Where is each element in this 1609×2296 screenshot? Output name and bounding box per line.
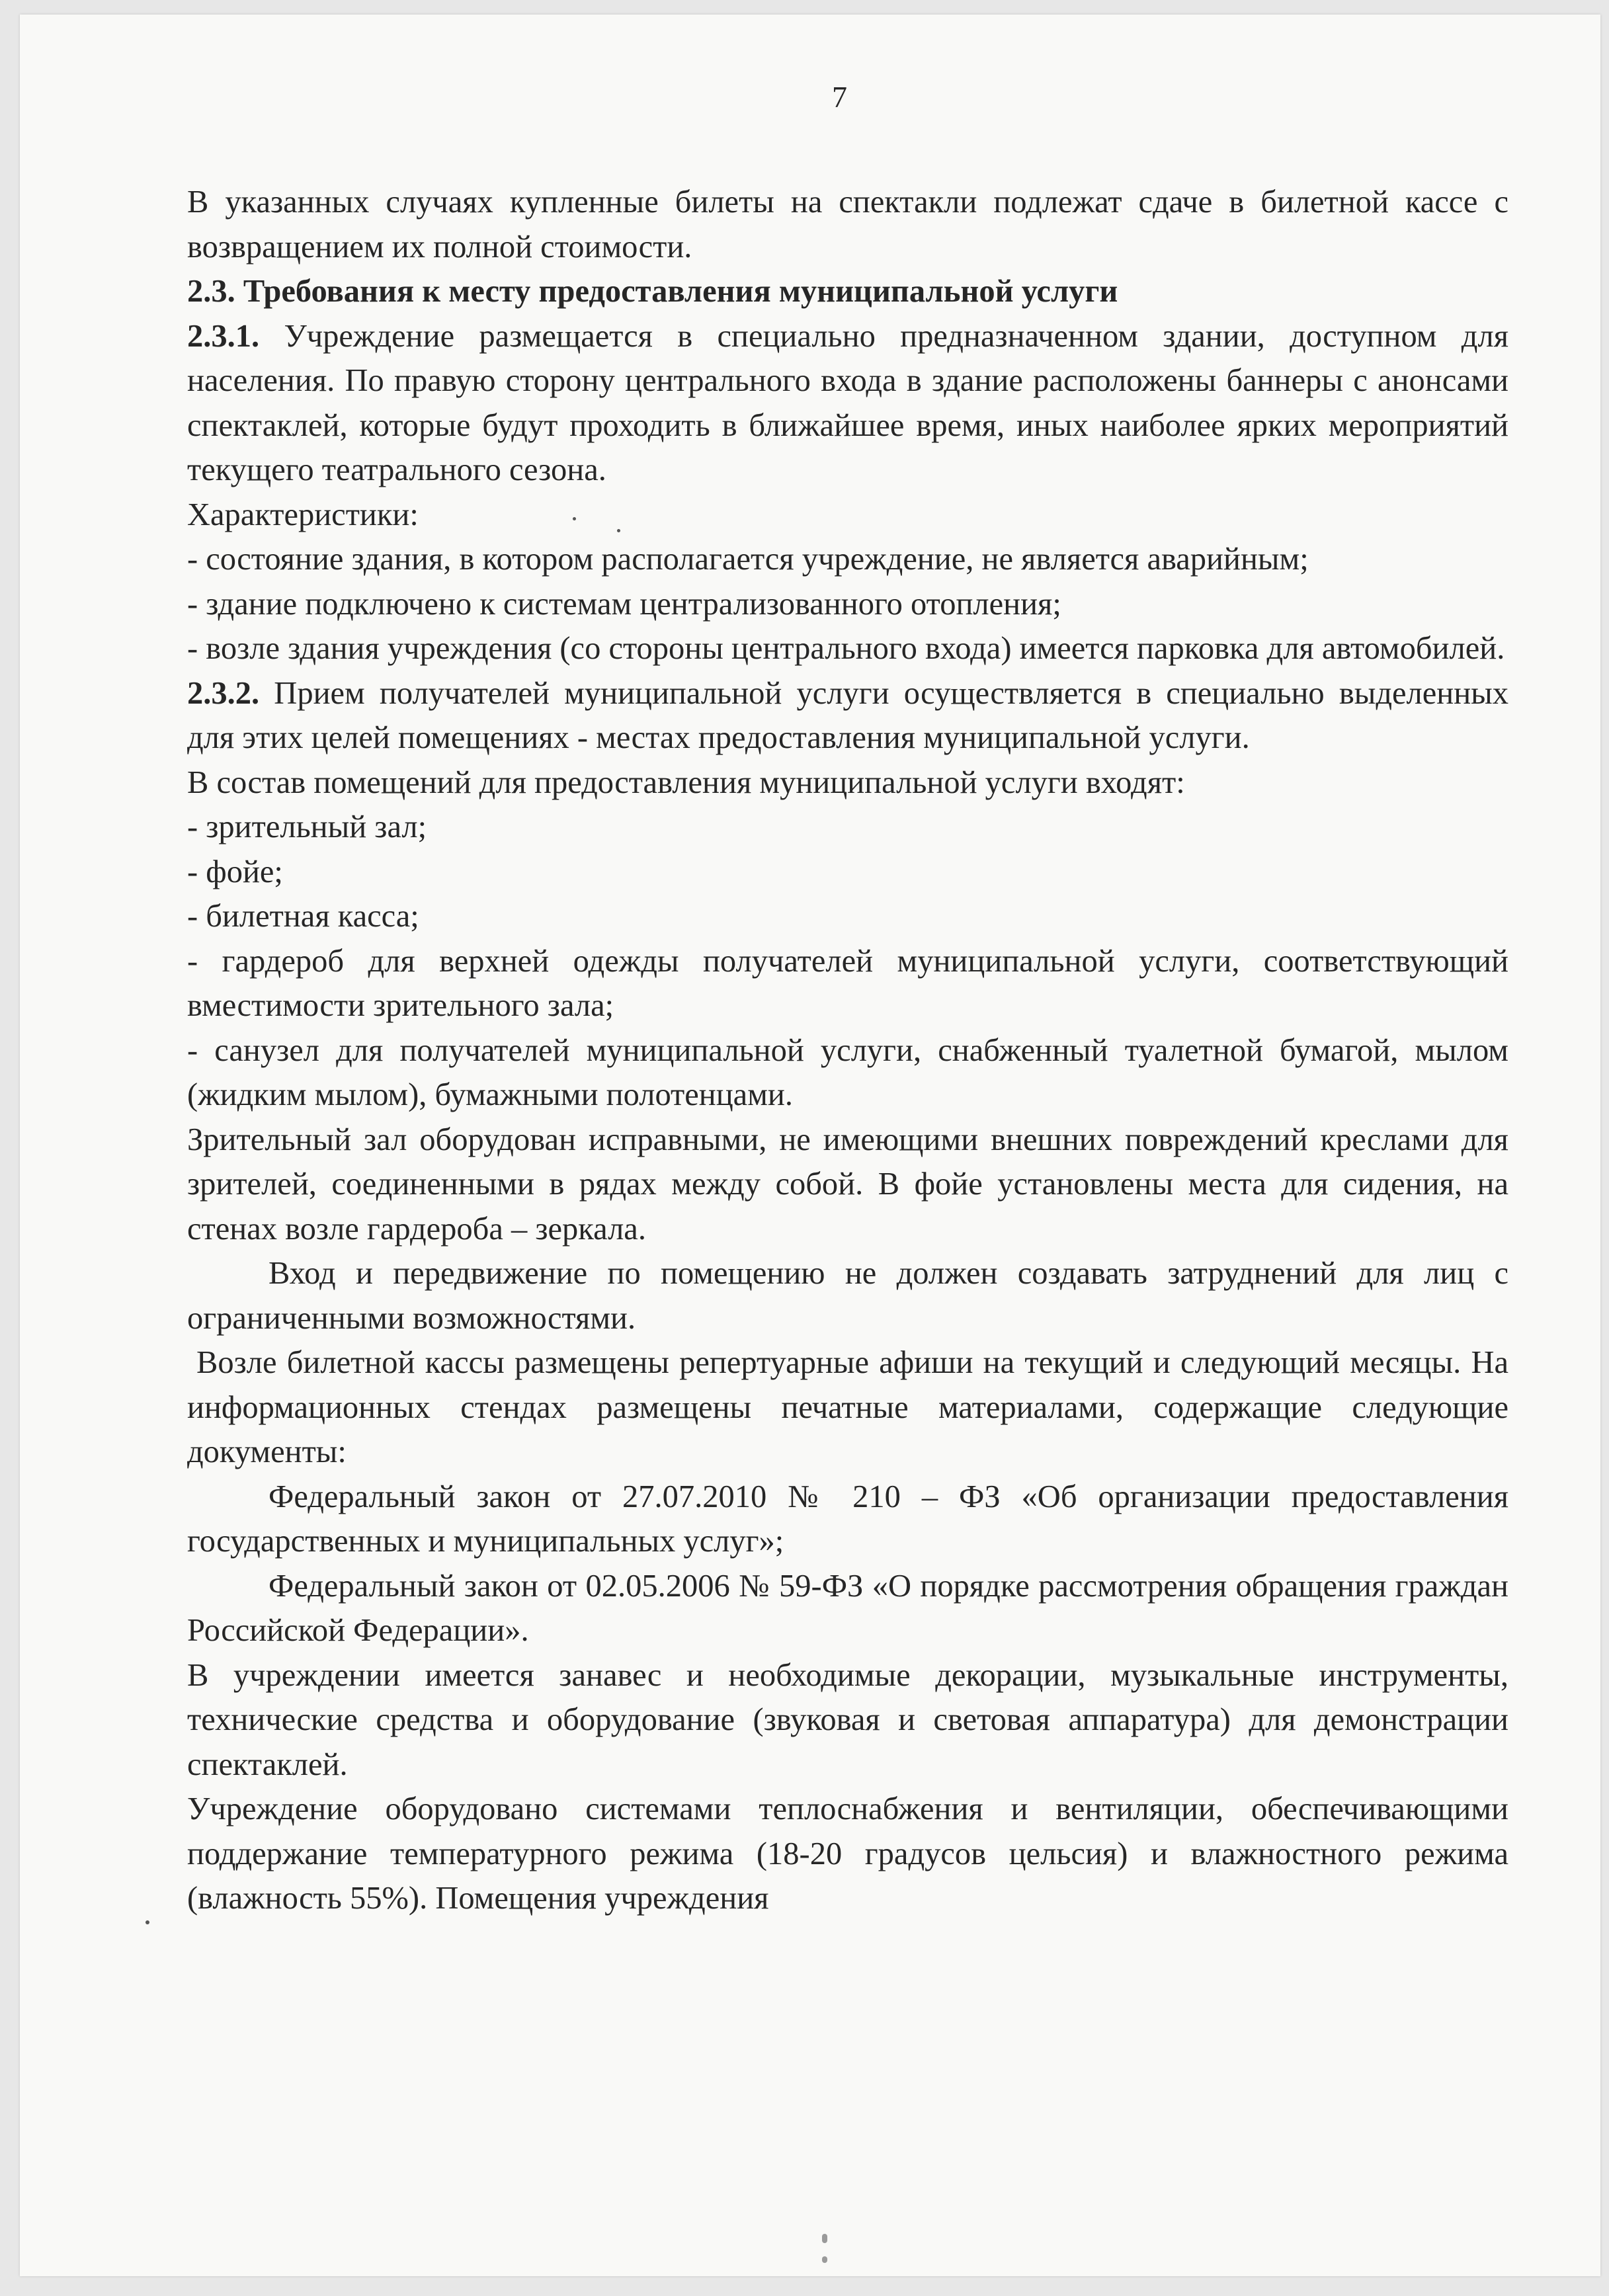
paragraph-2-3-2 — [187, 671, 1508, 760]
list-item: - зрительный зал; — [187, 809, 427, 844]
scan-speck — [617, 529, 620, 532]
paragraph-posters: Возле билетной кассы размещены репертуарные афиши на текущий и следующий месяцы. На информационных стендах размещены печатные материалами, содержащие следующие документы: — [187, 1345, 1508, 1469]
scan-speck — [145, 1920, 149, 1924]
list-item: - санузел для получателей муниципальной услуги, снабженный туалетной бумагой, мылом (жидким мылом), бумажными полотенцами. — [187, 1032, 1508, 1112]
premises-intro: В состав помещений для предоставления муниципальной услуги входят: — [187, 764, 1185, 800]
law-reference: Федеральный закон от 02.05.2006 № 59-ФЗ «О порядке рассмотрения обращения граждан Российской Федерации». — [187, 1568, 1508, 1648]
section-heading-2-3: 2.3. Требования к месту предоставления муниципальной услуги — [187, 274, 1118, 309]
document-body — [187, 180, 1508, 1921]
list-item: - возле здания учреждения (со стороны центрального входа) имеется парковка для автомобилей. — [187, 631, 1505, 666]
page-number: 7 — [832, 80, 847, 114]
clause-number: 2.3.2. — [187, 675, 260, 711]
paragraph-climate: Учреждение оборудовано системами теплоснабжения и вентиляции, обеспечивающими поддержание температурного режима (18-20 градусов цельсия) и влажностного режима (влажность 55%). Помещения учреждения — [187, 1791, 1508, 1916]
list-item: - фойе; — [187, 854, 283, 889]
paragraph-accessibility: Вход и передвижение по помещению не должен создавать затруднений для лиц с ограниченными возможностями. — [187, 1256, 1508, 1336]
paragraph-2-3-1 — [187, 314, 1508, 493]
scan-speck — [822, 2256, 827, 2263]
paragraph-equipment: В учреждении имеется занавес и необходимые декорации, музыкальные инструменты, технические средства и оборудование (звуковая и световая аппаратура) для демонстрации спектаклей. — [187, 1657, 1508, 1782]
clause-text: Учреждение размещается в специально предназначенном здании, доступном для населения. По правую сторону центрального входа в здание расположены баннеры с анонсами спектаклей, которые будут проходить в ближайшее время, иных наиболее ярких мероприятий текущего театрального сезона. — [187, 318, 1508, 487]
clause-text: Прием получателей муниципальной услуги осуществляется в специально выделенных для этих целей помещениях - местах предоставления муниципальной услуги. — [187, 675, 1508, 755]
scan-speck — [573, 517, 576, 520]
list-item: - здание подключено к системам централизованного отопления; — [187, 586, 1061, 622]
law-reference: Федеральный закон от 27.07.2010 № 210 – ФЗ «Об организации предоставления государственных и муниципальных услуг»; — [187, 1479, 1508, 1559]
characteristics-label: Характеристики: — [187, 497, 419, 532]
scan-speck — [822, 2234, 827, 2243]
paragraph-hall: Зрительный зал оборудован исправными, не имеющими внешних повреждений креслами для зрителей, соединенными в рядах между собой. В фойе установлены места для сидения, на стенах возле гардероба – зеркала. — [187, 1122, 1508, 1247]
list-item: - билетная касса; — [187, 899, 419, 934]
document-page — [20, 15, 1600, 2276]
list-item: - гардероб для верхней одежды получателей муниципальной услуги, соответствующий вместимости зрительного зала; — [187, 943, 1508, 1023]
paragraph-ticket-return: В указанных случаях купленные билеты на спектакли подлежат сдаче в билетной кассе с возвращением их полной стоимости. — [187, 184, 1508, 265]
list-item: - состояние здания, в котором располагается учреждение, не является аварийным; — [187, 542, 1309, 577]
clause-number: 2.3.1. — [187, 318, 260, 354]
